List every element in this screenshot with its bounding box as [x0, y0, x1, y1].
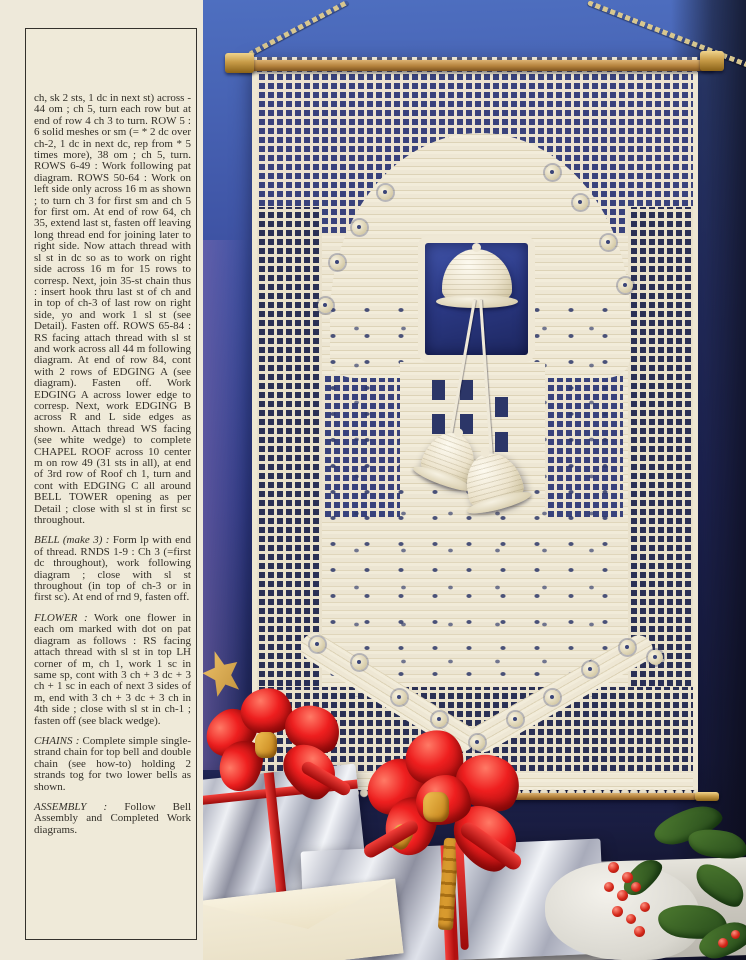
- flower-applique: [318, 298, 333, 313]
- holly-berry: [604, 882, 614, 892]
- hanging-chain-left: [248, 0, 349, 57]
- bell-section: [34, 535, 191, 603]
- holly-berry: [608, 862, 619, 873]
- flower-section-text: Work one flower in each om marked with dot on pat diagram as follows : RS facing attach thread with sl st in top LH corner of m, ch 1, work 1 sc in same sp, cont with 3 ch + 3 dc + 3 ch + 1 sc in each of next 3 sides of m, end with 3 ch + 3 dc + 3 ch in 4th side ; close with sl st in ch-1 ; fasten off (see black wedge).: [34, 611, 192, 727]
- crochet-panel: [252, 57, 698, 790]
- bottom-rod: [505, 793, 697, 800]
- pattern-instructions-panel: [25, 28, 197, 940]
- flower-applique: [573, 195, 588, 210]
- flower-applique: [601, 235, 616, 250]
- flower-applique: [618, 278, 633, 293]
- tower-window-slot: [432, 414, 445, 434]
- bell-tower-opening: [418, 236, 535, 362]
- flower-applique: [352, 655, 367, 670]
- holly-berry: [622, 872, 633, 883]
- bell-section-label: BELL (make 3) :: [34, 534, 110, 547]
- flower-applique: [432, 712, 447, 727]
- crochet-bell-top: [442, 249, 512, 305]
- flower-applique: [545, 165, 560, 180]
- side-edging-left: [252, 57, 257, 790]
- holly-berry: [718, 938, 728, 948]
- assembly-section-label: ASSEMBLY :: [34, 800, 108, 813]
- flower-applique: [545, 690, 560, 705]
- holly-berry: [634, 926, 645, 937]
- wooden-rod: [238, 60, 715, 71]
- tower-window-slot: [495, 397, 508, 417]
- flower-applique: [392, 690, 407, 705]
- holly-berry: [631, 882, 641, 892]
- tower-window-slot: [495, 432, 508, 452]
- holly-sprig: [598, 810, 746, 960]
- tower-window-slot: [460, 380, 473, 400]
- holly-berry: [731, 930, 740, 939]
- bottom-rod-tip: [695, 792, 719, 801]
- rod-end-cap-left: [225, 53, 254, 73]
- flower-applique: [583, 662, 598, 677]
- bow-center: [361, 730, 531, 890]
- bell-section-text: Form lp with end of thread. RNDS 1-9 : Ch 3 (=first dc throughout), work following diagram ; close with sl st throughout (in top of ch-3 or in first sc). At end of rnd 9, fasten off.: [34, 534, 191, 604]
- flower-section: [34, 613, 191, 727]
- holly-berry: [626, 914, 636, 924]
- flower-applique: [508, 712, 523, 727]
- chains-section-label: CHAINS :: [34, 734, 80, 747]
- holly-berry: [617, 890, 628, 901]
- chains-section-text: Complete simple single-strand chain for top bell and double chain (see how-to) holding 2 strands tog for two lower bells as shown.: [34, 734, 191, 793]
- tower-window-slot: [432, 380, 445, 400]
- side-edging-right: [693, 57, 698, 790]
- mesh-area-right: [628, 207, 694, 752]
- flower-applique: [648, 650, 663, 665]
- holly-berry: [612, 906, 623, 917]
- bow-left: [203, 688, 353, 803]
- assembly-section: [34, 802, 191, 836]
- chains-section: [34, 736, 191, 793]
- mesh-area-left: [256, 207, 322, 752]
- flower-applique: [310, 637, 325, 652]
- holly-berry: [640, 902, 650, 912]
- flower-applique: [378, 185, 393, 200]
- flower-applique: [352, 220, 367, 235]
- wall-hanging-photo: [203, 0, 746, 960]
- gold-ribbon-bit: [423, 792, 449, 822]
- flower-section-label: FLOWER :: [34, 611, 88, 624]
- rod-end-cap-right: [700, 51, 724, 71]
- gold-ribbon-bit: [255, 732, 277, 758]
- instructions-continued: ch, sk 2 sts, 1 dc in next st) across - 44 om ; ch 5, turn each row but at end of row 4 ch 3 to turn. ROW 5 : 6 solid meshes or sm (= * 2 dc over ch-2, 1 dc in next dc, rep from * 5 times more), 38 om ; ch 5, turn. ROWS 6-49 : Work following pat diagram. ROWS 50-64 : Work on left side only across 16 m as shown ; to turn ch 3 for first sm and ch 5 for first om. At end of row 64, ch 35, extend last st, fasten off leaving long thread end for joining later to right side. Now attach thread with sl st in dc so as to work on right side across 16 m for 15 rows to corresp. Next, join 35-st chain thus : insert hook thru last st of ch and in top of ch-3 of last row on right side, yo and work 1 sl st (see Detail). Fasten off. ROWS 65-84 : RS facing attach thread with sl st and work across all 44 m following diagram. At end of row 84, cont with 2 rows of EDGING A (see diagram). Fasten off. Work EDGING A across lower edge to corresp. Next, work EDGING B across R and L side edges as shown. Attach thread WS facing (see white wedge) to complete CHAPEL ROOF across 10 center m on row 49 (31 sts in all), at end of 3rd row of Roof ch 1, turn and cont with EDGING C all around BELL TOWER opening as per Detail ; close with sl st in first sc throughout.: [34, 92, 191, 527]
- flower-applique: [620, 640, 635, 655]
- flower-applique: [330, 255, 345, 270]
- assembly-section-text: Follow Bell Assembly and Completed Work diagrams.: [34, 800, 192, 836]
